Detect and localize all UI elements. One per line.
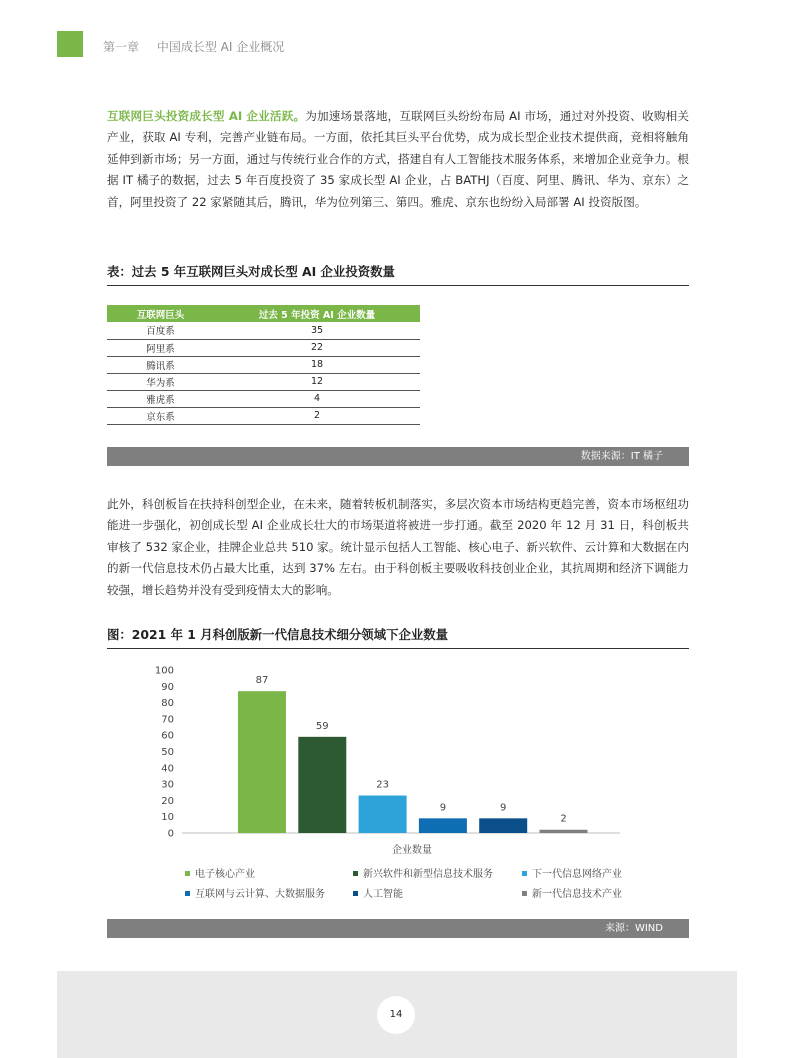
chapter-color-block [57,31,83,57]
table-caption: 表：过去 5 年互联网巨头对成长型 AI 企业投资数量 [107,262,689,286]
table-cell-count: 22 [214,339,420,356]
table-row [107,356,420,373]
table-header-count: 过去 5 年投资 AI 企业数量 [214,305,420,322]
legend-swatch [185,891,190,896]
table-row [107,339,420,356]
bar-value-label: 59 [315,720,329,732]
table-cell-company: 阿里系 [107,339,214,356]
y-tick-label: 100 [154,665,174,677]
legend-label: 新一代信息技术产业 [532,889,622,900]
bar-chart [150,660,650,910]
chapter-title: 中国成长型 AI 企业概况 [156,40,285,54]
table-row [107,407,420,424]
y-tick-label: 30 [161,779,174,791]
chapter-label: 第一章 [103,40,140,54]
legend-swatch [522,871,527,876]
chart-bar [359,796,407,833]
chart-source: 来源：WIND [107,919,689,938]
legend-label: 新兴软件和新型信息技术服务 [363,869,493,880]
table-header-row [107,305,420,322]
table-header-company: 互联网巨头 [107,305,214,322]
table-row [107,373,420,390]
page-header [103,38,284,55]
chart-bar [419,818,467,833]
chart-bar [540,830,588,833]
chart-bar [298,737,346,833]
y-tick-label: 20 [161,795,174,807]
legend-label: 下一代信息网络产业 [532,869,622,880]
y-tick-label: 50 [161,747,174,758]
paragraph-body: 为加速场景落地，互联网巨头纷纷布局 AI 市场，通过对外投资、收购相关产业，获取 AI 专利，完善产业链布局。一方面，依托其巨头平台优势，成为成长型企业技术提供商，竞相将触角延伸到新市场；另一方面，通过与传统行业合作的方式，搭建自有人工智能技术服务体系，来增加企业竞争力。根据 IT 橘子的数据，过去 5 年百度投资了 35 家成长型 AI 企业，占 BATHJ（百度、阿里、腾讯、华为、京东）之首，阿里投资了 22 家紧随其后，腾讯，华为位列第三、第四。雅虎、京东也纷纷入局部署 AI 投资版图。 [107,109,689,209]
table-row [107,322,420,339]
table-cell-company: 百度系 [107,322,214,339]
y-tick-label: 0 [167,828,174,840]
bar-value-label: 23 [376,779,389,791]
table-cell-company: 京东系 [107,407,214,424]
chart-bar [238,691,286,833]
bar-value-label: 9 [439,802,447,814]
legend-label: 电子核心产业 [195,869,255,880]
legend-swatch [185,871,190,876]
y-tick-label: 90 [161,681,174,693]
bar-value-label: 2 [560,813,567,825]
table-row [107,390,420,407]
paragraph-highlight: 互联网巨头投资成长型 AI 企业活跃。 [107,109,306,123]
x-axis-label: 企业数量 [392,845,432,856]
y-tick-label: 10 [161,812,174,824]
paragraph-ai-investment [107,106,689,213]
investment-table [107,305,420,425]
y-tick-label: 70 [161,714,174,726]
table-cell-company: 腾讯系 [107,356,214,373]
table-cell-count: 4 [214,390,420,407]
chart-caption: 图：2021 年 1 月科创版新一代信息技术细分领域下企业数量 [107,625,689,649]
bar-value-label: 9 [500,802,507,814]
table-cell-count: 35 [214,322,420,339]
legend-label: 人工智能 [363,889,403,900]
table-source: 数据来源：IT 橘子 [107,447,689,466]
table-cell-count: 18 [214,356,420,373]
legend-label: 互联网与云计算、大数据服务 [195,889,325,900]
y-tick-label: 80 [161,698,174,710]
legend-swatch [353,891,358,896]
bar-value-label: 87 [255,675,269,687]
table-cell-count: 2 [214,407,420,424]
table-cell-company: 雅虎系 [107,390,214,407]
y-tick-label: 40 [161,763,174,775]
table-cell-company: 华为系 [107,373,214,390]
table-cell-count: 12 [214,373,420,390]
y-tick-label: 60 [161,730,174,742]
legend-swatch [353,871,358,876]
legend-swatch [522,891,527,896]
paragraph-star-market: 此外，科创板旨在扶持科创型企业，在未来，随着转板机制落实，多层次资本市场结构更趋完善，资本市场枢纽功能进一步强化，初创成长型 AI 企业成长壮大的市场渠道将被进一步打通。截至 2020 年 12 月 31 日，科创板共审核了 532 家企业，挂牌企业总共 510 家。统计显示包括人工智能、核心电子、新兴软件、云计算和大数据在内的新一代信息技术仍占最大比重，达到 37% 左右。由于科创板主要吸收科技创业企业，其抗周期和经济下调能力较强，增长趋势并没有受到疫情太大的影响。 [107,497,689,597]
page-number: 14 [377,996,415,1034]
chart-bar [479,818,527,833]
